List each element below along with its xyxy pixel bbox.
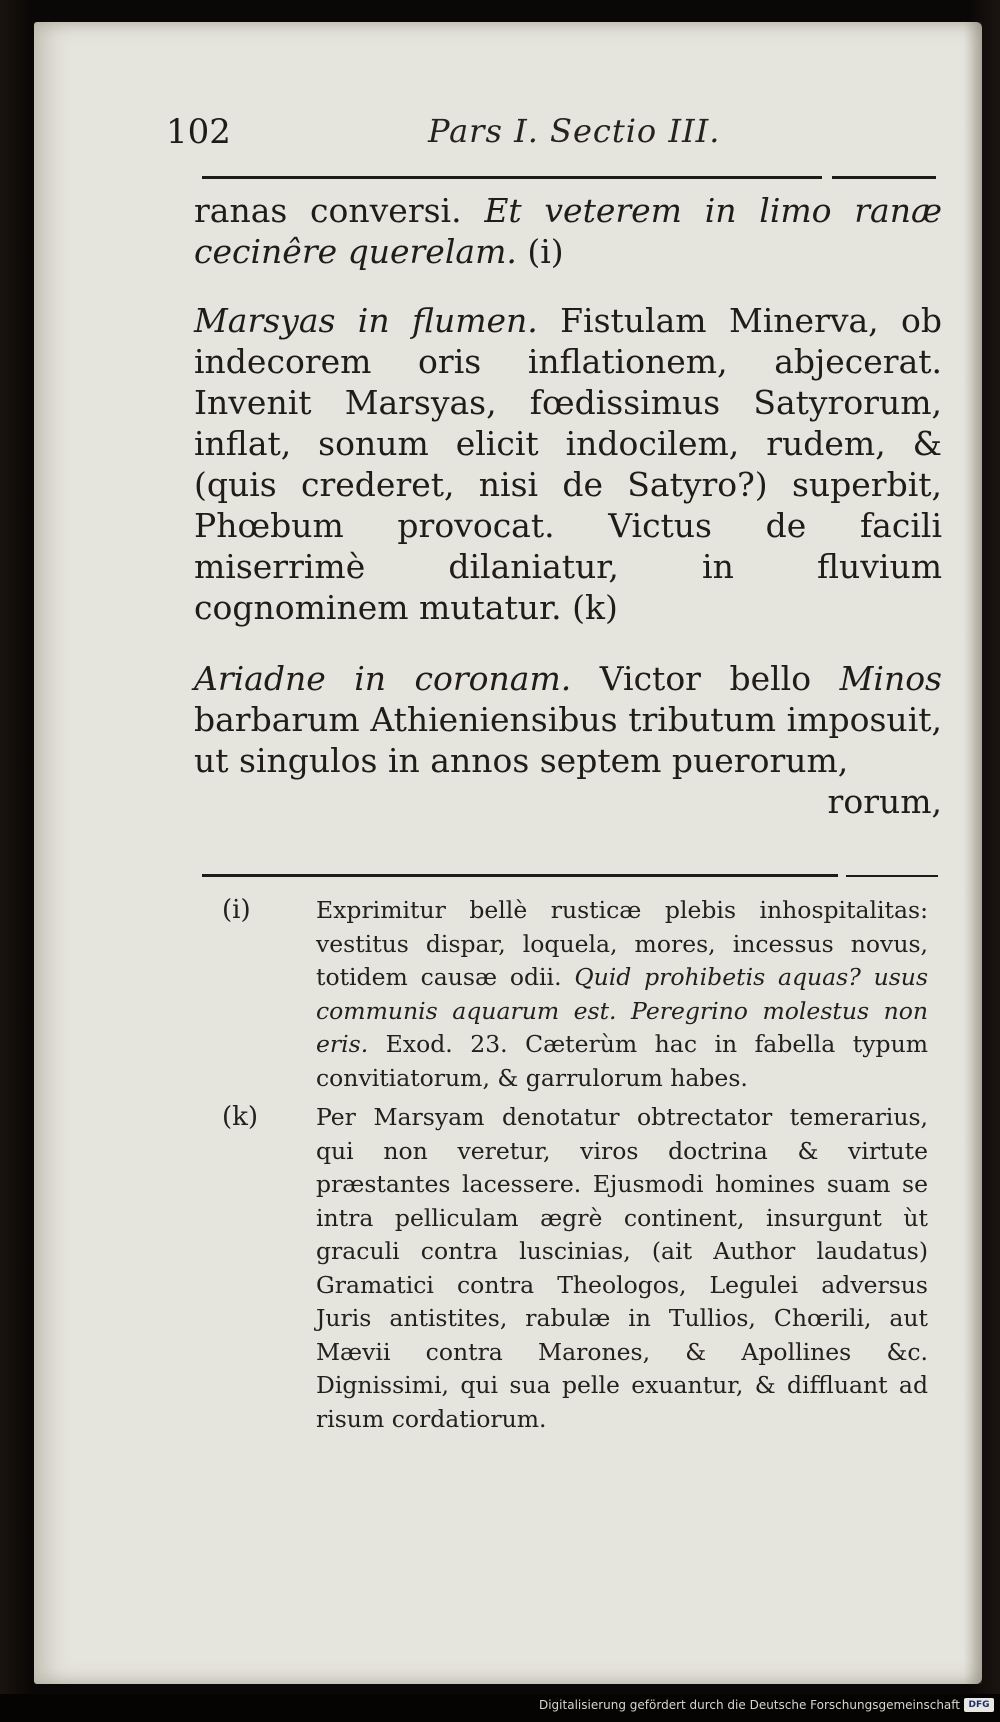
page-number: 102 xyxy=(166,112,231,152)
paragraph-marsyas xyxy=(194,300,942,628)
catchword: rorum, xyxy=(827,782,942,821)
footnotes xyxy=(222,894,928,1442)
p2-heading: Marsyas in flumen. xyxy=(194,301,538,340)
main-text xyxy=(194,190,942,822)
header-rule-short xyxy=(832,176,936,179)
paragraph-ariadne xyxy=(194,658,942,781)
footnote-k xyxy=(222,1101,928,1436)
footnote-k-text: Per Marsyam denotatur obtrectator temerarius, qui non veretur, viros doctrina & virtute præstantes lacessere. Ejusmodi homines suam se intra pelliculam ægrè continent, insurgunt ùt graculi contra luscinias, (ait Author laudatus) Gramatici contra Theologos, Legulei adversus Juris antistites, rabulæ in Tullios, Chœrili, aut Mævii contra Marones, & Apollines &c. Dignissimi, qui sua pelle exuantur, & diffluant ad risum cordatiorum. xyxy=(316,1103,928,1433)
paragraph-ranae xyxy=(194,190,942,272)
p1-plain: ranas conversi. xyxy=(194,191,485,230)
header-rule-long xyxy=(202,176,822,179)
p3-minos: Minos xyxy=(839,659,942,698)
running-head: Pars I. Sectio III. xyxy=(428,112,721,150)
page-edge-shadow xyxy=(964,22,982,1684)
digitization-credit: Digitalisierung gefördert durch die Deutsche Forschungsgemeinschaft xyxy=(538,1698,960,1712)
p3-text-b: barbarum Athieniensibus tributum imposuit, ut singulos in annos septem puerorum, xyxy=(194,700,942,780)
footnote-rule-short xyxy=(846,875,938,877)
p3-heading: Ariadne in coronam. xyxy=(194,659,572,698)
footnote-i-text-b: Exod. 23. Cæterùm hac in fabella typum convitiatorum, & garrulorum habes. xyxy=(316,1030,928,1092)
p3-text-a: Victor bello xyxy=(571,659,840,698)
dfg-logo: DFG xyxy=(964,1698,994,1712)
footnote-i xyxy=(222,894,928,1095)
p2-text: Fistulam Minerva, ob indecorem oris inflationem, abjecerat. Invenit Marsyas, fœdissimus Satyrorum, inflat, sonum elicit indocilem, rudem, & (quis crederet, nisi de Satyro?) superbit, Phœbum provocat. Victus de facili miserrimè dilaniatur, in fluvium cognominem mutatur. (k) xyxy=(194,301,943,627)
footnote-i-text-a: Exprimitur bellè rusticæ plebis inhospitalitas: vestitus dispar, loquela, mores, incessus novus, totidem causæ odii. xyxy=(316,896,928,991)
p1-note-ref: (i) xyxy=(516,232,564,271)
footnote-mark-k: (k) xyxy=(222,1102,259,1132)
p1-quote: Et veterem in limo ranæ cecinêre querelam. xyxy=(194,191,942,271)
page-header xyxy=(166,112,946,162)
footnote-rule-long xyxy=(202,874,838,877)
footnote-i-quote: Quid prohibetis aquas? usus communis aquarum est. Peregrino molestus non eris. xyxy=(316,963,928,1058)
footnote-mark-i: (i) xyxy=(222,895,251,925)
digitization-footer xyxy=(0,1694,1000,1722)
